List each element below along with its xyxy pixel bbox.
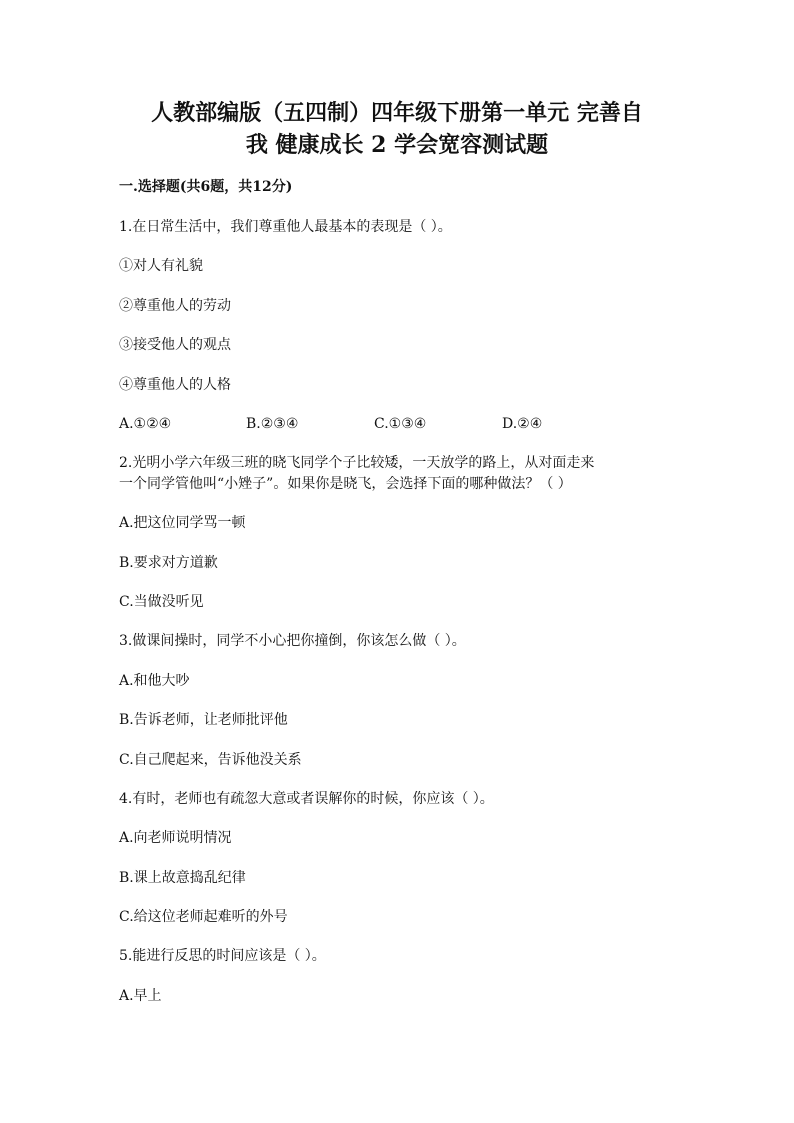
- question-5-stem: 5.能进行反思的时间应该是（ ）。: [119, 948, 326, 964]
- question-2-stem-line-2: 一个同学管他叫“小矬子”。如果你是晓飞，会选择下面的哪种做法？（ ）: [119, 476, 572, 492]
- question-1-stem: 1.在日常生活中，我们尊重他人最基本的表现是（ ）。: [119, 219, 452, 235]
- question-1-choice-d: D.②④: [502, 416, 543, 432]
- question-2-choice-b: B.要求对方道歉: [119, 555, 218, 571]
- question-5-choice-a: A.早上: [119, 988, 162, 1004]
- question-4-choice-c: C.给这位老师起难听的外号: [119, 909, 288, 925]
- question-1-statement-2: ②尊重他人的劳动: [119, 298, 231, 314]
- question-1-statement-4: ④尊重他人的人格: [119, 377, 231, 393]
- question-3-choice-b: B.告诉老师，让老师批评他: [119, 712, 288, 728]
- question-4-choice-b: B.课上故意捣乱纪律: [119, 870, 246, 886]
- question-1-choice-c: C.①③④: [374, 416, 427, 432]
- question-4-choice-a: A.向老师说明情况: [119, 830, 232, 846]
- question-4-stem: 4.有时，老师也有疏忽大意或者误解你的时候，你应该（ ）。: [119, 791, 494, 807]
- question-3-choice-a: A.和他大吵: [119, 673, 190, 689]
- question-1-choices: [119, 414, 679, 434]
- question-1-choice-b: B.②③④: [246, 416, 299, 432]
- document-title-line-2: 我 健康成长 2 学会宽容测试题: [245, 132, 549, 158]
- question-2-choice-a: A.把这位同学骂一顿: [119, 515, 246, 531]
- question-3-choice-c: C.自己爬起来，告诉他没关系: [119, 752, 302, 768]
- question-3-stem: 3.做课间操时，同学不小心把你撞倒，你该怎么做（ ）。: [119, 633, 466, 649]
- question-2-stem-line-1: 2.光明小学六年级三班的晓飞同学个子比较矮，一天放学的路上，从对面走来: [119, 455, 595, 471]
- question-2-choice-c: C.当做没听见: [119, 594, 204, 610]
- document-title-line-1: 人教部编版（五四制）四年级下册第一单元 完善自: [151, 100, 643, 126]
- section-heading: 一.选择题(共6题，共12分): [119, 179, 293, 195]
- question-1-statement-1: ①对人有礼貌: [119, 258, 203, 274]
- question-1-statement-3: ③接受他人的观点: [119, 337, 231, 353]
- question-1-choice-a: A.①②④: [119, 416, 172, 432]
